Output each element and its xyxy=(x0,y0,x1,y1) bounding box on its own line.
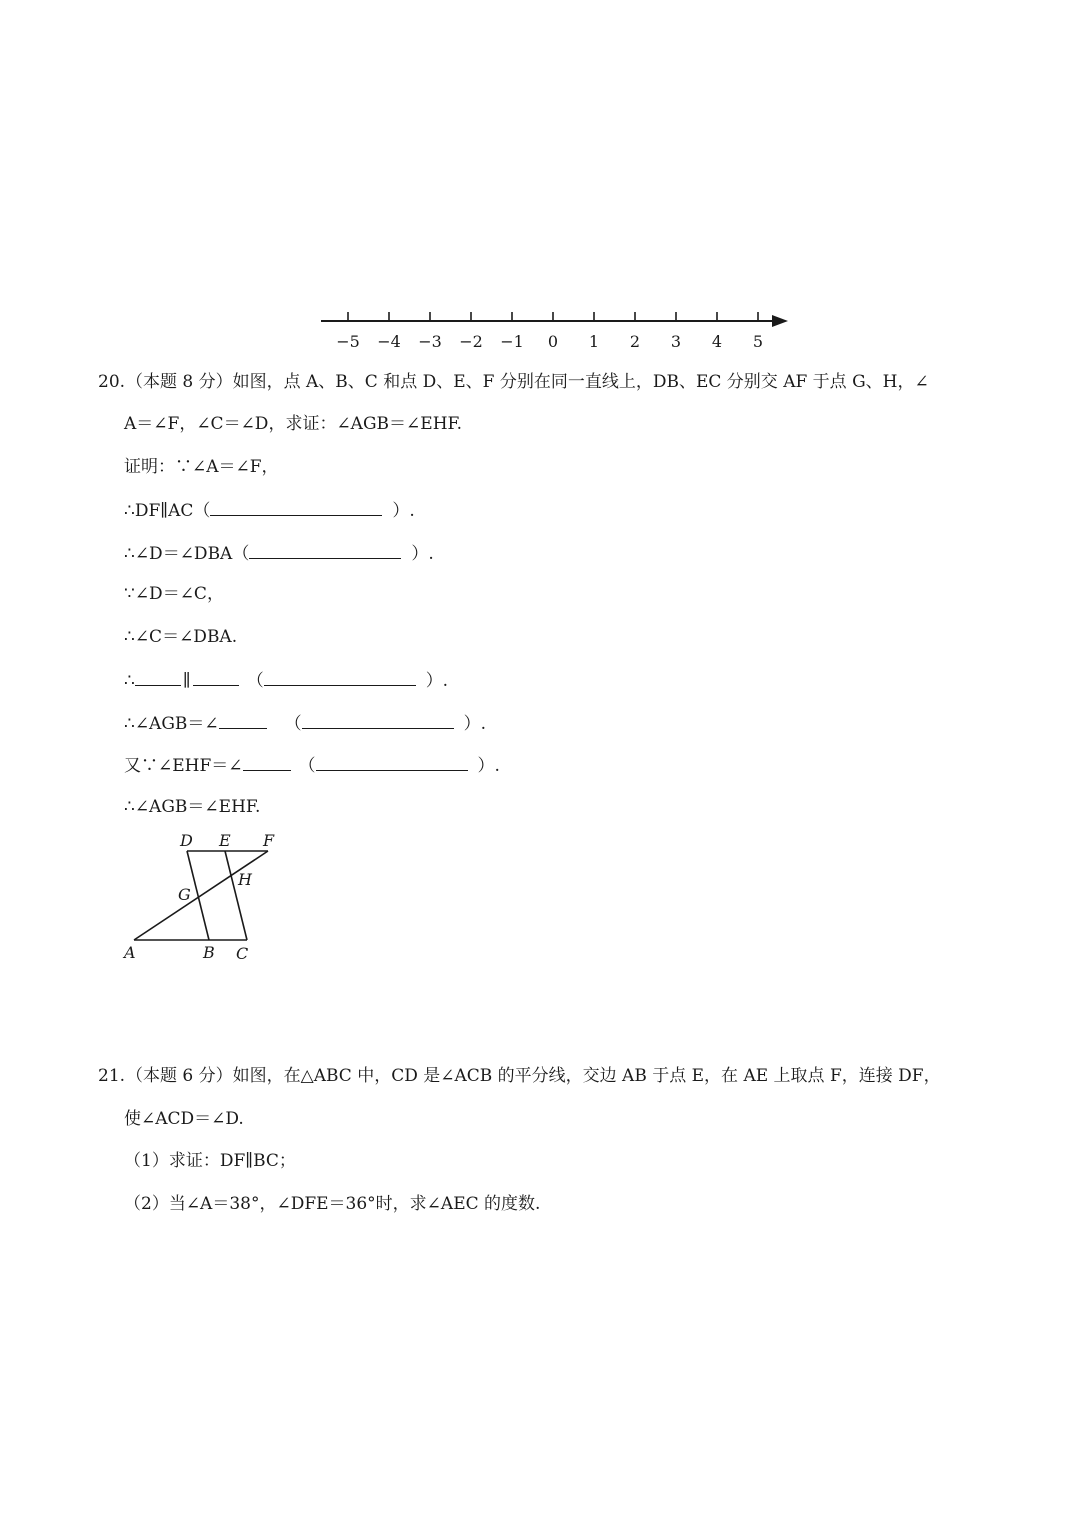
proof-line-6-text: ∴ xyxy=(124,671,135,691)
segment-af xyxy=(134,851,268,940)
open-paren: （ xyxy=(246,671,264,691)
proof-line-7-text: ∴∠AGB＝∠ xyxy=(124,714,219,734)
angle-blank-1[interactable] xyxy=(219,710,267,729)
number-line xyxy=(0,0,1080,360)
proof-line-9: ∴∠AGB＝∠EHF. xyxy=(124,797,261,817)
close-paren: ）. xyxy=(425,671,449,691)
number-line-tick-label: −1 xyxy=(500,332,524,351)
proof-line-2-text: ∴DF∥AC（ xyxy=(124,501,211,521)
number-line-tick-label: 4 xyxy=(711,332,723,351)
parallel-blank-left[interactable] xyxy=(135,667,181,686)
label-a: A xyxy=(124,943,136,962)
proof-line-5: ∴∠C＝∠DBA. xyxy=(124,627,238,647)
label-h: H xyxy=(238,870,252,889)
proof-line-4: ∵∠D＝∠C， xyxy=(124,584,224,604)
number-line-tick-label: −2 xyxy=(459,332,483,351)
q20-line2: A＝∠F，∠C＝∠D，求证：∠AGB＝∠EHF. xyxy=(124,414,463,434)
arrow-head-icon xyxy=(772,315,788,327)
proof-line-8 xyxy=(124,752,500,778)
open-paren: （ xyxy=(298,756,316,776)
label-d: D xyxy=(180,831,193,850)
label-f: F xyxy=(263,831,275,850)
reason-blank-2[interactable] xyxy=(249,540,401,559)
proof-line-8-text: 又∵∠EHF＝∠ xyxy=(124,756,243,776)
label-c: C xyxy=(236,944,249,963)
proof-line-1: 证明：∵∠A＝∠F， xyxy=(124,457,279,477)
proof-line-6 xyxy=(124,667,448,693)
proof-line-3-text: ∴∠D＝∠DBA（ xyxy=(124,544,250,564)
q21-part1: （1）求证：DF∥BC； xyxy=(124,1151,296,1171)
label-e: E xyxy=(219,831,231,850)
number-line-tick-label: −3 xyxy=(418,332,442,351)
number-line-tick-label: −4 xyxy=(377,332,401,351)
number-line-tick-label: 3 xyxy=(670,332,682,351)
number-line-tick-label: 5 xyxy=(752,332,764,351)
close-paren: ）. xyxy=(463,714,487,734)
proof-line-3 xyxy=(124,540,434,566)
q21-part2: （2）当∠A＝38°，∠DFE＝36°时，求∠AEC 的度数. xyxy=(124,1194,541,1214)
q20-header: （本题 8 分）如图，点 A、B、C 和点 D、E、F 分别在同一直线上，DB、EC 分别交 AF 于点 G、H，∠ xyxy=(126,372,929,392)
q21-header: （本题 6 分）如图，在△ABC 中，CD 是∠ACB 的平分线，交边 AB 于点 E，在 AE 上取点 F，连接 DF， xyxy=(126,1066,941,1086)
q21-line2: 使∠ACD＝∠D. xyxy=(124,1109,244,1129)
reason-blank-3[interactable] xyxy=(264,667,416,686)
close-paren: ）. xyxy=(477,756,500,776)
parallel-blank-right[interactable] xyxy=(193,667,239,686)
segment-ec xyxy=(225,851,247,940)
number-line-tick-label: 2 xyxy=(629,332,641,351)
q20-figure xyxy=(110,828,310,968)
close-paren: ）. xyxy=(411,544,434,564)
angle-blank-2[interactable] xyxy=(243,752,291,771)
parallel-mark: ∥ xyxy=(182,671,191,691)
number-line-tick-label: 0 xyxy=(547,332,559,351)
number-line-tick-label: −5 xyxy=(336,332,360,351)
number-line-ticks xyxy=(336,312,763,351)
number-line-tick-label: 1 xyxy=(588,332,600,351)
label-g: G xyxy=(178,885,191,904)
close-paren: ）. xyxy=(392,501,415,521)
q20-number: 20. xyxy=(98,372,126,392)
proof-line-7 xyxy=(124,710,486,736)
label-b: B xyxy=(203,943,215,962)
reason-blank-1[interactable] xyxy=(210,497,382,516)
proof-line-2 xyxy=(124,497,415,523)
reason-blank-5[interactable] xyxy=(316,752,468,771)
q21-number: 21. xyxy=(98,1066,126,1086)
open-paren: （ xyxy=(284,714,302,734)
reason-blank-4[interactable] xyxy=(302,710,454,729)
